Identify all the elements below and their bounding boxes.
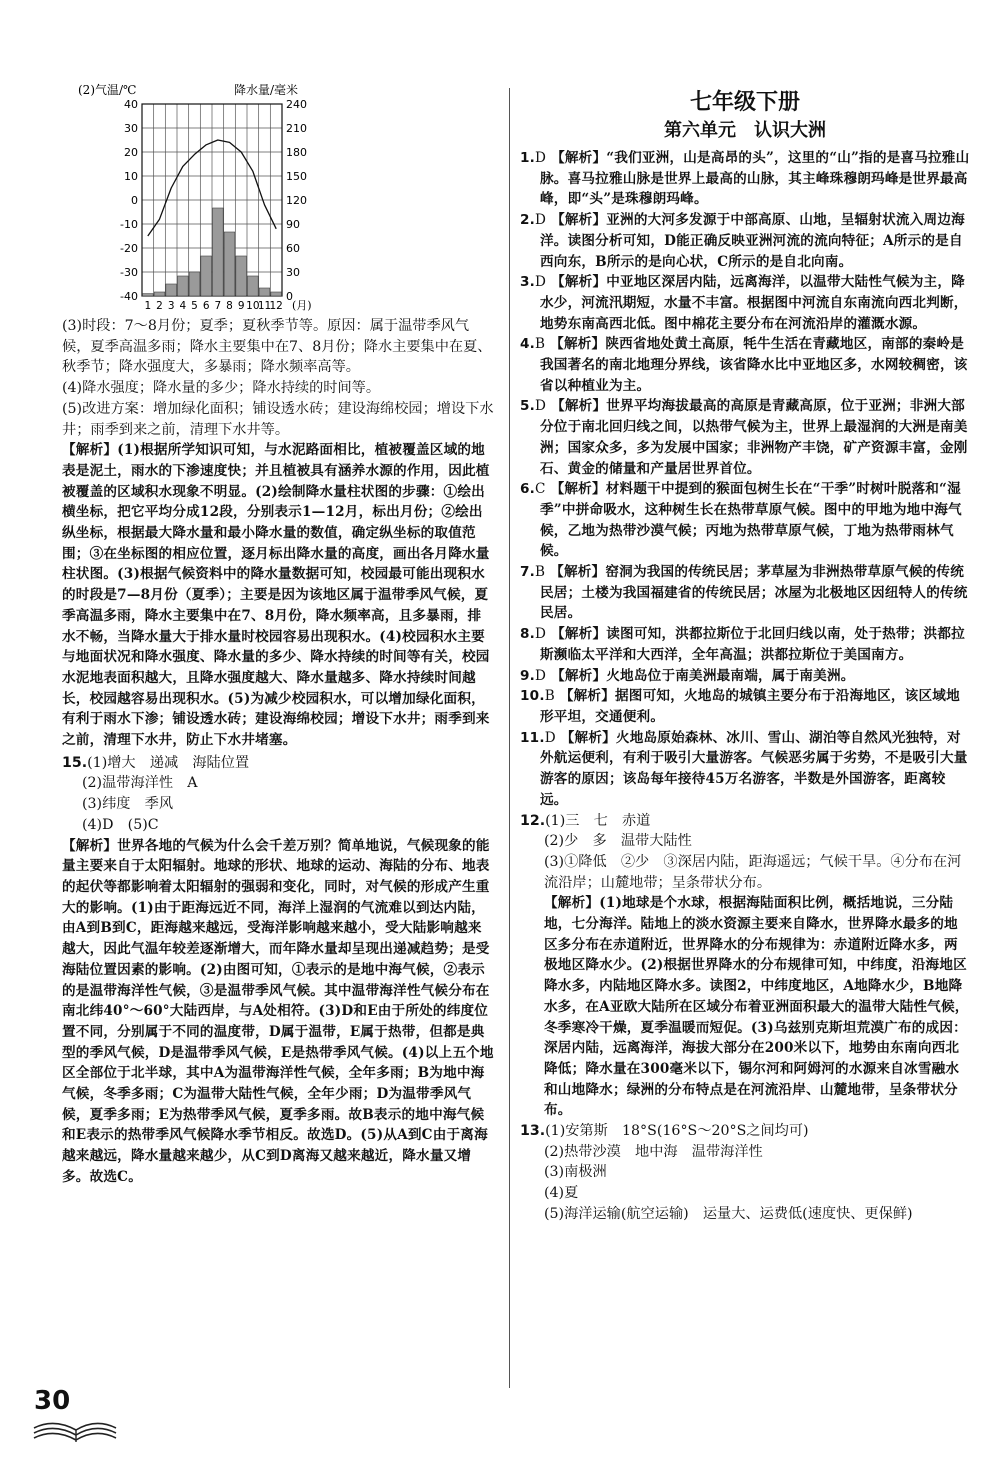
answer-list — [520, 148, 970, 811]
explanation-text: 中亚地区深居内陆，远离海洋，以温带大陆性气候为主，降水少，河流汛期短，水量不丰富。根据图中河流自东南流向西北判断，地势东南高西北低。图中棉花主要分布在河流沿岸的灌溉水源。 — [540, 274, 968, 332]
right-column — [520, 88, 970, 1225]
explanation-tag: 【解析】 — [550, 481, 606, 498]
x-tick-label: 6 — [202, 300, 210, 312]
explanation-text: 据图可知，火地岛的城镇主要分布于沿海地区，该区域地形平坦，交通便利。 — [540, 688, 960, 725]
y2-tick-label: 180 — [286, 146, 307, 159]
y2-axis-label: 降水量/毫米 — [234, 83, 299, 97]
question-number: 10. — [520, 688, 545, 705]
explanation-text: 材料题干中提到的猴面包树生长在“干季”时树叶脱落和“湿季”中拼命吸水，这种树生长在热带草原气候。图中的甲地为地中海气候，乙地为热带沙漠气候；丙地为热带草原气候，丁地为热带雨林气候。 — [540, 481, 962, 560]
y2-tick-label: 240 — [286, 98, 307, 111]
answer-15-3: (3)纬度 季风 — [82, 796, 174, 813]
explanation-tag: 【解析】 — [62, 442, 118, 459]
x-tick-label: 5 — [191, 300, 198, 312]
grade-title: 七年级下册 — [689, 90, 800, 115]
y1-tick-label: 0 — [131, 194, 138, 207]
precipitation-bar — [224, 232, 235, 296]
x-axis-label: (月) — [292, 299, 312, 312]
explanation-tag: 【解析】 — [551, 398, 607, 415]
explanation-tag: 【解析】 — [551, 150, 607, 166]
explanation-tag: 【解析】 — [550, 336, 606, 353]
precipitation-bar — [271, 292, 282, 296]
x-tick-label: 2 — [156, 300, 163, 312]
answer-choice: B — [535, 336, 546, 353]
climate-chart — [62, 80, 362, 316]
y1-tick-label: -30 — [120, 266, 138, 279]
y1-tick-label: 20 — [124, 146, 138, 159]
question-number: 3. — [520, 274, 536, 291]
unit-title: 第六单元 认识大洲 — [664, 120, 826, 141]
answer-choice: C — [535, 481, 546, 498]
precipitation-bar — [259, 288, 270, 296]
answer-item — [520, 562, 970, 624]
precipitation-bar — [154, 292, 165, 296]
answer-item — [520, 210, 970, 272]
question-number: 4. — [520, 336, 536, 353]
answer-choice: B — [544, 688, 555, 705]
explanation-tag: 【解析】 — [551, 626, 607, 643]
precipitation-bar — [213, 208, 224, 296]
explanation-text: 世界平均海拔最高的高原是青藏高原，位于亚洲；非洲大部分位于南北回归线之间，以热带气候为主，世界上最湿润的大洲是南美洲；国家众多，多为发展中国家；非洲物产丰饶，矿产资源丰富，金刚石、黄金的储量和产量居世界首位。 — [540, 398, 968, 477]
answer-item — [520, 334, 970, 396]
x-tick-label: 4 — [179, 300, 187, 312]
explanation-text: 窑洞为我国的传统民居；茅草屋为非洲热带草原气候的传统民居；土楼为我国福建省的传统民居；冰屋为北极地区因纽特人的传统民居。 — [540, 564, 968, 622]
answer-choice: D — [535, 626, 547, 643]
answer-choice: D — [535, 274, 547, 291]
answer-item — [520, 272, 970, 334]
precipitation-bar — [248, 276, 259, 296]
answer-12-3: (3)①降低 ②少 ③深居内陆，距海遥远；气候干旱。④分布在河流沿岸；山麓地带；呈条带状分布。 — [544, 853, 962, 891]
answer-13-4: (4)夏 — [544, 1185, 579, 1202]
answer-q5: (5)改进方案：增加绿化面积；铺设透水砖；建设海绵校园；增设下水井；雨季到来之前，清理下水井等。 — [62, 400, 494, 438]
answer-choice: D — [535, 398, 547, 415]
explanation-text: 亚洲的大河多发源于中部高原、山地，呈辐射状流入周边海洋。读图分析可知，D能正确反映亚洲河流的流向特征；A所示的是自西向东，B所示的是向心状，C所示的是自北向南。 — [540, 212, 965, 270]
explanation-tag: 【解析】 — [551, 274, 607, 291]
question-number: 8. — [520, 626, 536, 643]
answer-item — [520, 479, 970, 562]
explanation-14 — [62, 440, 494, 751]
question-number: 5. — [520, 398, 536, 415]
climate-chart-svg — [62, 80, 362, 316]
y2-tick-label: 120 — [286, 194, 307, 207]
answer-choice: D — [535, 667, 547, 684]
answer-item — [520, 728, 970, 811]
x-tick-label: 7 — [214, 300, 222, 312]
x-tick-label: 11 — [257, 300, 272, 312]
answer-15-line1 — [62, 753, 494, 774]
question-number-12: 12. — [520, 812, 546, 829]
answer-item — [520, 396, 970, 479]
answer-13-line1 — [520, 1121, 970, 1142]
explanation-text: (1)地球是个水球，根据海陆面积比例，概括地说，三分陆地，七分海洋。陆地上的淡水资源主要来自降水，世界降水最多的地区多分布在赤道附近，世界降水的分布规律为：赤道附近降水多，两极地区降水少。(2)根据世界降水的分布规律可知，中纬度，沿海地区降水多，内陆地区降水多。读图2，中纬度地区，A地降水少，B地降水多，在A亚欧大陆所在区域分布着亚洲面积最大的温带大陆性气候，冬季寒冷干燥，夏季温暖而短促。(3)乌兹别克斯坦荒漠广布的成因：深居内陆，远离海洋，海拔大部分在200米以下，地势由东南向西北降低；降水量在300毫米以下，锡尔河和阿姆河的水源来自冰雪融水和山地降水；绿洲的分布特点是在河流沿岸、山麓地带，呈条带状分布。 — [544, 895, 969, 1119]
y2-tick-label: 0 — [286, 290, 293, 303]
explanation-tag: 【解析】 — [559, 688, 616, 705]
page-number-block — [30, 1386, 120, 1446]
x-tick-label: 9 — [237, 300, 245, 312]
precipitation-bar — [143, 294, 154, 296]
answer-item — [520, 686, 970, 727]
answer-15-2: (2)温带海洋性 A — [82, 775, 198, 792]
precipitation-bar — [236, 256, 247, 296]
precipitation-bar — [178, 276, 189, 296]
x-tick-label: 3 — [167, 300, 175, 312]
explanation-tag: 【解析】 — [544, 895, 600, 912]
answer-15-1: (1)增大 递减 海陆位置 — [87, 754, 250, 771]
answer-13-2: (2)热带沙漠 地中海 温带海洋性 — [544, 1143, 763, 1160]
y1-tick-label: -10 — [120, 218, 138, 231]
question-number: 9. — [520, 667, 536, 684]
answer-item — [520, 148, 970, 210]
precipitation-bar — [201, 256, 212, 296]
y2-tick-label: 60 — [286, 242, 300, 255]
x-tick-label: 12 — [269, 300, 283, 312]
answer-13-1: (1)安第斯 18°S(16°S～20°S之间均可) — [545, 1123, 809, 1140]
column-divider — [509, 88, 510, 1388]
answer-12-2: (2)少 多 温带大陆性 — [544, 833, 692, 850]
precipitation-bar — [166, 284, 177, 296]
question-number-13: 13. — [520, 1123, 546, 1140]
question-number: 7. — [520, 564, 536, 581]
answer-12-1: (1)三 七 赤道 — [545, 812, 651, 829]
explanation-15 — [62, 836, 494, 1188]
answer-12-line1 — [520, 811, 970, 832]
explanation-text: 火地岛位于南美洲最南端，属于南美洲。 — [606, 667, 855, 684]
y1-tick-label: 10 — [124, 170, 138, 183]
page-number: 30 — [34, 1386, 71, 1416]
answer-choice: B — [535, 564, 546, 581]
y1-tick-label: -40 — [120, 290, 138, 303]
answer-item — [520, 666, 970, 687]
x-tick-label: 10 — [246, 300, 260, 312]
answer-15-4: (4)D (5)C — [82, 816, 159, 833]
explanation-tag: 【解析】 — [550, 564, 606, 581]
y1-tick-label: 30 — [124, 122, 138, 135]
explanation-text: “我们亚洲，山是高昂的头”，这里的“山”指的是喜马拉雅山脉。喜马拉雅山脉是世界上最高的山脉，其主峰珠穆朗玛峰是世界最高峰，即“头”是珠穆朗玛峰。 — [540, 150, 970, 208]
explanation-text: 陕西省地处黄土高原，牦牛生活在青藏地区，南部的秦岭是我国著名的南北地理分界线，该省降水比中亚地区多，水网较稠密，该省以种植业为主。 — [540, 336, 968, 394]
explanation-text: 火地岛原始森林、冰川、雪山、湖泊等自然风光独特，对外航运便利，有利于吸引大量游客。气候恶劣属于劣势，不是吸引大量游客的原因；该岛每年接待45万名游客，半数是外国游客，距离较远。 — [540, 729, 968, 808]
explanation-text: 读图可知，洪都拉斯位于北回归线以南，处于热带；洪都拉斯濒临太平洋和大西洋，全年高温；洪都拉斯位于美国南方。 — [540, 626, 965, 663]
left-column — [62, 80, 494, 1188]
y2-tick-label: 150 — [286, 170, 307, 183]
explanation-tag: 【解析】 — [551, 667, 607, 684]
answer-choice: D — [535, 212, 547, 229]
y1-tick-label: 40 — [124, 98, 138, 111]
explanation-tag: 【解析】 — [560, 729, 616, 746]
explanation-tag: 【解析】 — [62, 837, 118, 854]
y2-tick-label: 30 — [286, 266, 300, 279]
answer-13-5: (5)海洋运输(航空运输) 运量大、运费低(速度快、更保鲜) — [544, 1205, 913, 1222]
question-number-15: 15. — [62, 754, 88, 771]
precipitation-bar — [189, 272, 200, 296]
answer-q4: (4)降水强度；降水量的多少；降水持续的时间等。 — [62, 380, 381, 397]
y1-tick-label: -20 — [120, 242, 138, 255]
y1-axis-label: (2)气温/℃ — [78, 83, 137, 97]
explanation-text: 世界各地的气候为什么会千差万别？简单地说，气候现象的能量主要来自于太阳辐射。地球的形状、地球的运动、海陆的分布、地表的起伏等都影响着太阳辐射的强弱和变化，同时，对气候的形成产生重大的影响。(1)由于距海远近不同，海洋上湿润的气流难以到达内陆，由A到B到C，距海越来越远，受海洋影响越来越小，受大陆影响越来越大，因此气温年较差逐渐增大，而年降水量却呈现出递减趋势；是受海陆位置因素的影响。(2)由图可知，①表示的是地中海气候，②表示的是温带海洋性气候，③是温带季风气候。其中温带海洋性气候分布在南北纬40°～60°大陆西岸，与A处相符。(3)D和E由于所处的纬度位置不同，分别属于不同的温度带，D属于温带，E属于热带，但都是典型的季风气候，D是温带季风气候，E是热带季风气候。(4)以上五个地区全部位于北半球，其中A为温带海洋性气候，全年多雨；B为地中海气候，冬季多雨；C为温带大陆性气候，全年少雨；D为温带季风气候，夏季多雨；E为热带季风气候，夏季多雨。故B表示的地中海气候和E表示的热带季风气候降水季节相反。故选D。(5)从A到C由于离海越来越远，降水量越来越少，从C到D离海又越来越近，降水量又增多。故选C。 — [62, 837, 494, 1185]
x-tick-label: 8 — [226, 300, 233, 312]
y2-tick-label: 210 — [286, 122, 307, 135]
explanation-text: (1)根据所学知识可知，与水泥路面相比，植被覆盖区域的地表是泥土，雨水的下渗速度快；并且植被具有涵养水源的作用，因此植被覆盖的区域积水现象不明显。(2)绘制降水量柱状图的步骤：①绘出横坐标，把它平均分成12段，分别表示1—12月，标出月份；②绘出纵坐标，根据最大降水量和最小降水量的数值，确定纵坐标的取值范围；③在坐标图的相应位置，逐月标出降水量的高度，画出各月降水量柱状图。(3)根据气候资料中的降水量数据可知，校园最可能出现积水的时段是7—8月份（夏季）；主要是因为该地区属于温带季风气候，夏季高温多雨，降水主要集中在7、8月份，降水频率高，且多暴雨，排水不畅，当降水量大于排水量时校园容易出现积水。(4)校园积水主要与地面状况和降水强度、降水量的多少、降水持续的时间等有关，校园水泥地表面积越大，且降水强度越大、降水量越多、降水持续时间越长，校园越容易出现积水。(5)为减少校园积水，可以增加绿化面积，有利于雨水下渗；铺设透水砖；建设海绵校园；增设下水井；雨季到来之前，清理下水井，防止下水井堵塞。 — [62, 442, 490, 749]
question-number: 2. — [520, 212, 536, 229]
open-book-icon — [30, 1386, 120, 1446]
question-number: 1. — [520, 150, 536, 166]
explanation-tag: 【解析】 — [551, 212, 607, 229]
question-number: 11. — [520, 729, 545, 746]
answer-choice: D — [535, 150, 547, 166]
x-tick-label: 1 — [144, 300, 152, 312]
explanation-12 — [520, 893, 970, 1121]
answer-choice: D — [544, 729, 556, 746]
answer-13-3: (3)南极洲 — [544, 1164, 607, 1181]
question-number: 6. — [520, 481, 536, 498]
answer-item — [520, 624, 970, 665]
answer-q3: (3)时段：7～8月份；夏季；夏秋季节等。原因：属于温带季风气候，夏季高温多雨；降水主要集中在7、8月份；降水主要集中在夏、秋季节；降水强度大，多暴雨；降水频率高等。 — [62, 318, 492, 376]
y2-tick-label: 90 — [286, 218, 300, 231]
